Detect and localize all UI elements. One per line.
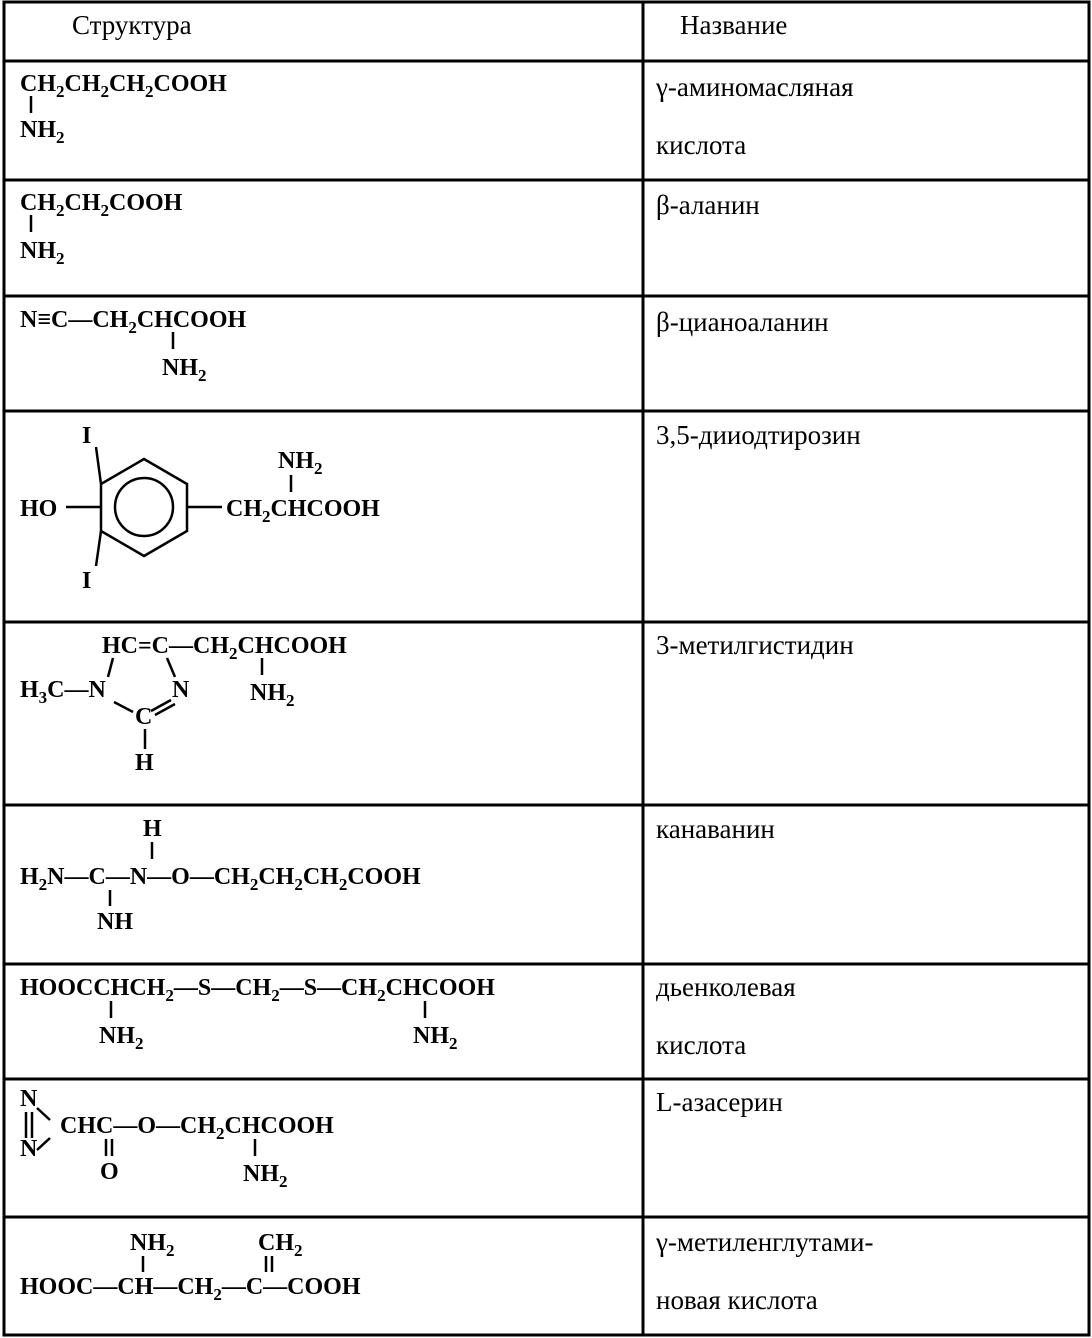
bond	[96, 531, 101, 566]
formula-gaba	[20, 71, 227, 147]
formula-text: $HOOCCHCH_2—S—CH_2—S—CH_2CHCOOH$	[20, 975, 495, 1005]
formula-beta-alanine	[20, 190, 183, 268]
formula-text: $N\equiv C—CH_2CHCOOH$	[20, 307, 247, 337]
formula-text: $CH_2CHCOOH$	[226, 496, 380, 526]
header-structure: Структура	[72, 10, 192, 40]
name-line: 3,5-дииодтирозин	[656, 420, 861, 450]
bond	[108, 658, 113, 677]
name-line: L-азасерин	[656, 1087, 783, 1117]
name-line: β-цианоаланин	[656, 307, 829, 337]
formula-text: $CH_2CH_2COOH$	[20, 190, 183, 220]
formula-text: HO	[20, 496, 58, 522]
formula-canavanine	[20, 816, 421, 935]
formula-text: $NH_2$	[20, 117, 65, 147]
bond	[151, 700, 171, 711]
formula-text: $NH_2$	[413, 1023, 458, 1053]
name-line: β-аланин	[656, 190, 760, 220]
name-line: 3-метилгистидин	[656, 630, 854, 660]
bond	[96, 447, 101, 484]
name-line: γ-метиленглутами-	[656, 1227, 874, 1257]
formula-text: $NH_2$	[99, 1023, 144, 1053]
bond	[37, 1108, 50, 1120]
formula-text: H	[143, 816, 162, 842]
formula-text: I	[82, 568, 92, 594]
formula-text: $NH_2$	[250, 680, 295, 710]
formula-text: $NH_2$	[162, 355, 207, 385]
formula-text: $CH_2CH_2CH_2COOH$	[20, 71, 227, 101]
formula-text: N	[172, 677, 190, 703]
name-line: дьенколевая	[656, 972, 796, 1002]
formula-methyleneglutamine	[20, 1230, 361, 1304]
name-line: канаванин	[656, 814, 775, 844]
formula-text: H	[135, 750, 154, 776]
bond	[155, 704, 175, 715]
formula-text: NH	[97, 909, 133, 935]
formula-djenkolic-acid	[20, 975, 495, 1053]
formula-text: $HC=C—CH_2CHCOOH$	[102, 633, 347, 663]
header-name: Название	[680, 10, 788, 40]
formula-text: $NH_2$	[130, 1230, 175, 1260]
name-line: γ-аминомасляная	[656, 72, 854, 102]
formula-text: $CHC—O—CH_2CHCOOH$	[60, 1113, 334, 1143]
formula-text: $H_2N—C—N—O—CH_2CH_2CH_2COOH$	[20, 864, 421, 894]
bond	[37, 1138, 50, 1150]
bond	[167, 658, 175, 677]
formula-text: $CH_2$	[258, 1230, 303, 1260]
formula-text: C	[135, 704, 153, 730]
formula-azaserine	[20, 1086, 334, 1191]
formula-text: $H_3C—N$	[20, 677, 106, 707]
formula-text: $NH_2$	[20, 238, 65, 268]
name-line: новая кислота	[656, 1285, 818, 1315]
name-line: кислота	[656, 1030, 747, 1060]
formula-methylhistidine	[20, 633, 347, 776]
formula-text: $HOOC—CH—CH_2—C—COOH$	[20, 1274, 361, 1304]
formula-text: $NH_2$	[243, 1161, 288, 1191]
formula-diiodotyrosine	[20, 423, 380, 594]
formula-text: I	[82, 423, 92, 449]
formula-text: N	[20, 1086, 38, 1112]
formula-text: $NH_2$	[278, 448, 323, 478]
aromatic-circle	[115, 478, 173, 536]
formula-beta-cyanoalanine	[20, 307, 247, 385]
formula-text: N	[20, 1136, 38, 1162]
formula-text: O	[100, 1159, 119, 1185]
bond	[114, 702, 133, 712]
name-line: кислота	[656, 130, 747, 160]
